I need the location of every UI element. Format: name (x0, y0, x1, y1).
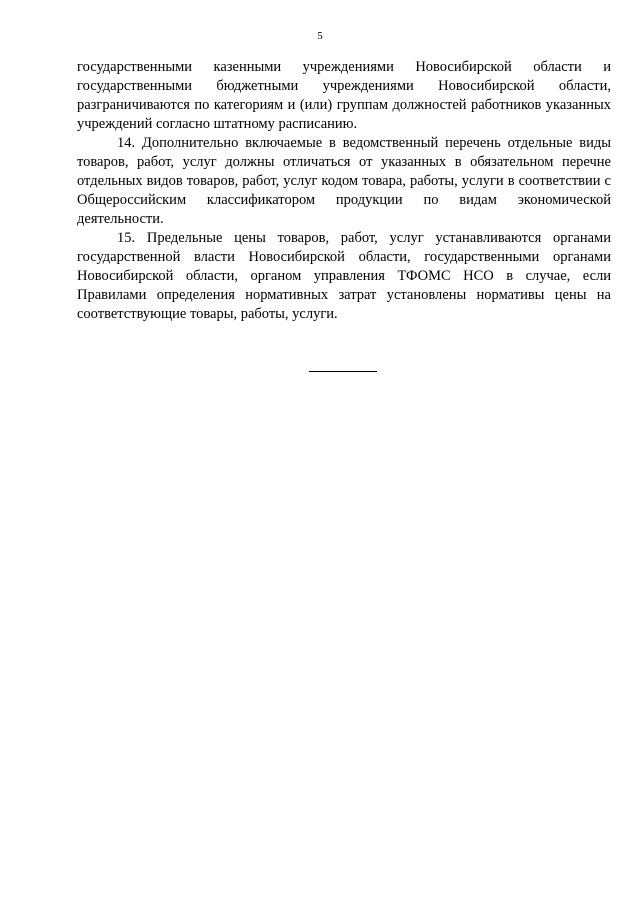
paragraph-14: 14. Дополнительно включаемые в ведомственный перечень отдельные виды товаров, работ, услуг должны отличаться от указанных в обязательном перечне отдельных видов товаров, работ, услуг кодом товара, работы, услуги в соответствии с Общероссийским классификатором продукции по видам экономической деятельности. (77, 135, 611, 227)
document-body (77, 58, 611, 324)
end-separator-line (309, 371, 377, 372)
paragraph-continuation: государственными казенными учреждениями Новосибирской области и государственными бюджетными учреждениями Новосибирской области, разграничиваются по категориям и (или) группам должностей работников указанных учреждений согласно штатному расписанию. (77, 59, 611, 132)
paragraph-15: 15. Предельные цены товаров, работ, услуг устанавливаются органами государственной власти Новосибирской области, государственными органами Новосибирской области, органом управления ТФОМС НСО в случае, если Правилами определения нормативных затрат установлены нормативы цены на соответствующие товары, работы, услуги. (77, 230, 611, 322)
page-number: 5 (317, 30, 323, 42)
